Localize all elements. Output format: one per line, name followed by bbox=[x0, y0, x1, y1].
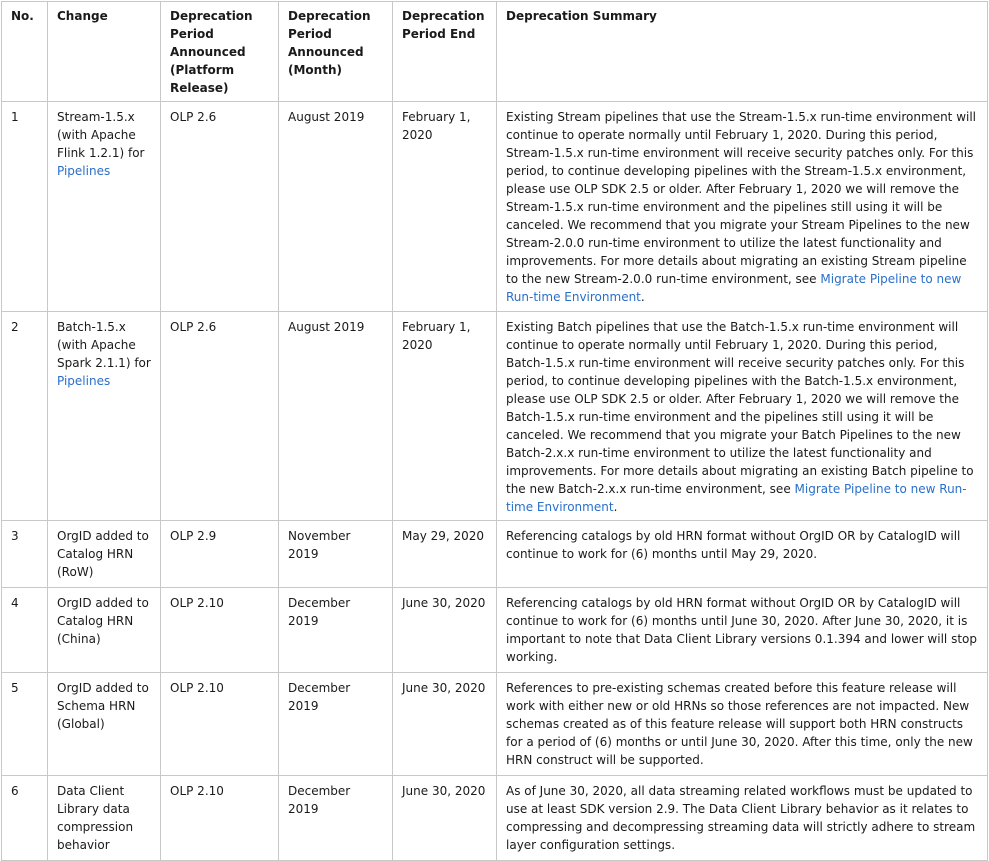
header-summary: Deprecation Summary bbox=[497, 2, 988, 102]
row-number: 2 bbox=[2, 312, 48, 521]
row-number: 3 bbox=[2, 521, 48, 588]
migrate-pipeline-link[interactable]: Migrate Pipeline to new Run-time Environment bbox=[506, 482, 967, 514]
end-cell: June 30, 2020 bbox=[393, 673, 497, 776]
header-change: Change bbox=[48, 2, 161, 102]
summary-cell: Referencing catalogs by old HRN format without OrgID OR by CatalogID will continue to work for (6) months until May 29, 2020. bbox=[497, 521, 988, 588]
summary-cell: Referencing catalogs by old HRN format without OrgID OR by CatalogID will continue to work for (6) months until June 30, 2020. After June 30, 2020, it is important to note that Data Client Library versions 0.1.394 and lower will stop working. bbox=[497, 588, 988, 673]
change-cell: OrgID added to Catalog HRN (China) bbox=[48, 588, 161, 673]
release-cell: OLP 2.9 bbox=[161, 521, 279, 588]
header-announced-release: Deprecation Period Announced (Platform Release) bbox=[161, 2, 279, 102]
month-cell: August 2019 bbox=[279, 102, 393, 312]
row-number: 5 bbox=[2, 673, 48, 776]
table-row bbox=[2, 312, 988, 521]
header-row bbox=[2, 2, 988, 102]
change-text: Batch-1.5.x (with Apache Spark 2.1.1) for bbox=[57, 320, 151, 370]
pipelines-link[interactable]: Pipelines bbox=[57, 164, 111, 178]
change-cell bbox=[48, 102, 161, 312]
month-cell: December 2019 bbox=[279, 776, 393, 861]
summary-cell: As of June 30, 2020, all data streaming related workflows must be updated to use at least SDK version 2.9. The Data Client Library behavior as it relates to compressing and decompressing streaming data will strictly adhere to stream layer configuration settings. bbox=[497, 776, 988, 861]
release-cell: OLP 2.10 bbox=[161, 776, 279, 861]
change-cell: OrgID added to Schema HRN (Global) bbox=[48, 673, 161, 776]
table-row bbox=[2, 588, 988, 673]
summary-text: Existing Stream pipelines that use the Stream-1.5.x run-time environment will continue to operate normally until February 1, 2020. During this period, Stream-1.5.x run-time environment will receive security patches only. For this period, to continue developing pipelines with the Stream-1.5.x environment, please use OLP SDK 2.5 or older. After February 1, 2020 we will remove the Stream-1.5.x run-time environment and the pipelines still using it will be canceled. We recommend that you migrate your Stream Pipelines to the new Stream-2.0.0 run-time environment to utilize the latest functionality and improvements. For more details about migrating an existing Stream pipeline to the new Stream-2.0.0 run-time environment, see bbox=[506, 110, 977, 286]
month-cell: August 2019 bbox=[279, 312, 393, 521]
table-row bbox=[2, 521, 988, 588]
end-cell: February 1, 2020 bbox=[393, 312, 497, 521]
summary-end: . bbox=[613, 500, 618, 514]
table-row bbox=[2, 673, 988, 776]
end-cell: June 30, 2020 bbox=[393, 588, 497, 673]
header-announced-month: Deprecation Period Announced (Month) bbox=[279, 2, 393, 102]
table-header bbox=[2, 2, 988, 102]
release-cell: OLP 2.10 bbox=[161, 588, 279, 673]
summary-cell bbox=[497, 312, 988, 521]
change-cell: Data Client Library data compression behavior bbox=[48, 776, 161, 861]
summary-cell bbox=[497, 102, 988, 312]
change-cell bbox=[48, 312, 161, 521]
pipelines-link[interactable]: Pipelines bbox=[57, 374, 111, 388]
row-number: 4 bbox=[2, 588, 48, 673]
summary-cell: References to pre-existing schemas created before this feature release will work with either new or old HRNs so those references are not impacted. New schemas created as of this feature release will support both HRN constructs for a period of (6) months or until June 30, 2020. After this time, only the new HRN construct will be supported. bbox=[497, 673, 988, 776]
end-cell: May 29, 2020 bbox=[393, 521, 497, 588]
migrate-pipeline-link[interactable]: Migrate Pipeline to new Run-time Environment bbox=[506, 272, 962, 304]
end-cell: February 1, 2020 bbox=[393, 102, 497, 312]
summary-end: . bbox=[640, 290, 645, 304]
month-cell: December 2019 bbox=[279, 588, 393, 673]
summary-text: Existing Batch pipelines that use the Batch-1.5.x run-time environment will continue to operate normally until February 1, 2020. During this period, Batch-1.5.x run-time environment will receive security patches only. For this period, to continue developing pipelines with the Batch-1.5.x environment, please use OLP SDK 2.5 or older. After February 1, 2020 we will remove the Batch-1.5.x run-time environment and the pipelines still using it will be canceled. We recommend that you migrate your Batch Pipelines to the new Batch-2.x.x run-time environment to utilize the latest functionality and improvements. For more details about migrating an existing Batch pipeline to the new Batch-2.x.x run-time environment, see bbox=[506, 320, 974, 496]
release-cell: OLP 2.10 bbox=[161, 673, 279, 776]
month-cell: November 2019 bbox=[279, 521, 393, 588]
table-row bbox=[2, 102, 988, 312]
row-number: 1 bbox=[2, 102, 48, 312]
month-cell: December 2019 bbox=[279, 673, 393, 776]
change-text: Stream-1.5.x (with Apache Flink 1.2.1) for bbox=[57, 110, 145, 160]
deprecation-table bbox=[1, 1, 988, 861]
header-no: No. bbox=[2, 2, 48, 102]
release-cell: OLP 2.6 bbox=[161, 102, 279, 312]
change-cell: OrgID added to Catalog HRN (RoW) bbox=[48, 521, 161, 588]
header-period-end: Deprecation Period End bbox=[393, 2, 497, 102]
release-cell: OLP 2.6 bbox=[161, 312, 279, 521]
end-cell: June 30, 2020 bbox=[393, 776, 497, 861]
row-number: 6 bbox=[2, 776, 48, 861]
